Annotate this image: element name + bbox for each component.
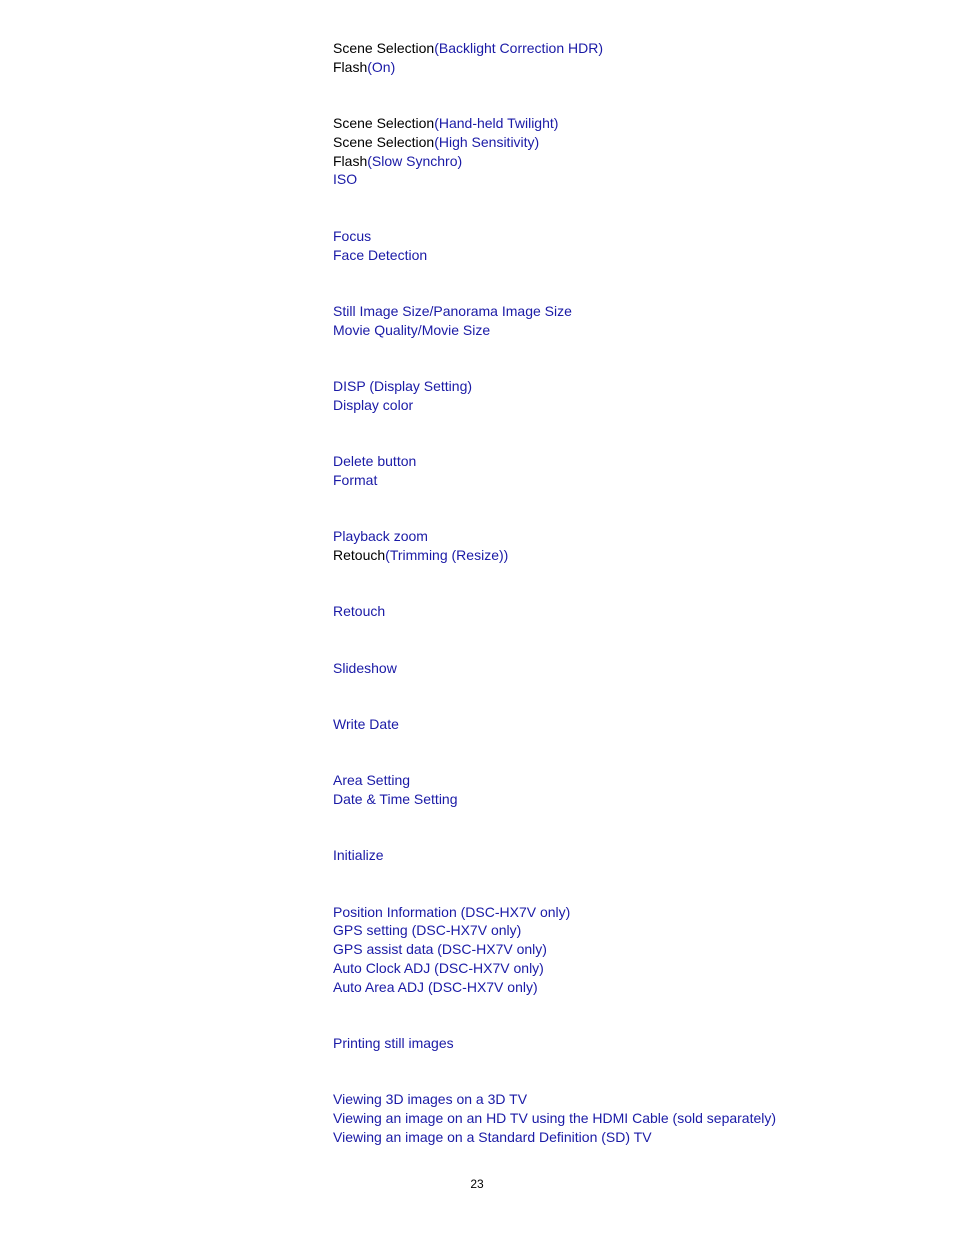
list-item (333, 246, 933, 265)
link-group (333, 846, 933, 865)
link-group (333, 602, 933, 621)
link-group (333, 1034, 933, 1053)
list-item (333, 978, 933, 997)
topic-link[interactable]: Playback zoom (333, 528, 428, 545)
list-item (333, 227, 933, 246)
item-prefix-text: Retouch (333, 546, 386, 563)
topic-link[interactable]: Position Information (DSC-HX7V only) (333, 903, 571, 920)
page-number: 23 (470, 1177, 484, 1191)
topic-link[interactable]: Format (333, 471, 378, 488)
list-item (333, 771, 933, 790)
list-item (333, 1128, 933, 1147)
topic-link[interactable]: Initialize (333, 847, 384, 864)
list-item (333, 396, 933, 415)
topic-link[interactable]: ISO (333, 171, 358, 188)
item-prefix-text: Scene Selection (333, 40, 435, 56)
list-item (333, 659, 933, 678)
topic-link[interactable]: Face Detection (333, 246, 428, 263)
list-item (333, 940, 933, 959)
list-item (333, 321, 933, 340)
link-group (333, 1090, 933, 1146)
topic-link[interactable]: (Slow Synchro) (367, 152, 463, 169)
item-prefix-text: Flash (333, 152, 368, 169)
topic-link[interactable]: (High Sensitivity) (434, 133, 540, 150)
topic-link[interactable]: DISP (Display Setting) (333, 377, 473, 394)
link-group (333, 903, 933, 997)
list-item (333, 790, 933, 809)
topic-link[interactable]: (Trimming (Resize)) (385, 546, 509, 563)
topic-link[interactable]: (On) (367, 58, 396, 75)
link-group (333, 39, 933, 77)
topic-link[interactable]: Printing still images (333, 1035, 454, 1052)
link-list (333, 39, 933, 1184)
list-item (333, 959, 933, 978)
link-group (333, 527, 933, 565)
topic-link[interactable]: GPS assist data (DSC-HX7V only) (333, 941, 547, 958)
topic-link[interactable]: Auto Area ADJ (DSC-HX7V only) (333, 978, 538, 995)
topic-link[interactable]: Slideshow (333, 659, 397, 676)
list-item (333, 170, 933, 189)
topic-link[interactable]: Auto Clock ADJ (DSC-HX7V only) (333, 959, 544, 976)
list-item (333, 715, 933, 734)
topic-link[interactable]: Focus (333, 227, 372, 244)
topic-link[interactable]: Display color (333, 396, 414, 413)
topic-link[interactable]: GPS setting (DSC-HX7V only) (333, 922, 522, 939)
topic-link[interactable]: Viewing an image on a Standard Definition (SD) TV (333, 1128, 652, 1145)
topic-link[interactable]: Area Setting (333, 772, 411, 789)
link-group (333, 659, 933, 678)
list-item (333, 602, 933, 621)
list-item (333, 114, 933, 133)
link-group (333, 715, 933, 734)
list-item (333, 1090, 933, 1109)
list-item (333, 471, 933, 490)
topic-link[interactable]: (Hand-held Twilight) (434, 115, 559, 132)
list-item (333, 921, 933, 940)
link-group (333, 227, 933, 265)
topic-link[interactable]: Write Date (333, 715, 399, 732)
topic-link[interactable]: (Backlight Correction HDR) (434, 40, 604, 56)
item-prefix-text: Scene Selection (333, 133, 435, 150)
link-group (333, 771, 933, 809)
link-group (333, 114, 933, 189)
list-item (333, 903, 933, 922)
list-item (333, 846, 933, 865)
list-item (333, 452, 933, 471)
topic-link[interactable]: Movie Quality/Movie Size (333, 321, 491, 338)
topic-link[interactable]: Viewing 3D images on a 3D TV (333, 1091, 528, 1108)
list-item (333, 39, 933, 58)
list-item (333, 133, 933, 152)
list-item (333, 377, 933, 396)
list-item (333, 152, 933, 171)
topic-link[interactable]: Still Image Size/Panorama Image Size (333, 302, 572, 319)
list-item (333, 58, 933, 77)
topic-link[interactable]: Retouch (333, 603, 386, 620)
topic-link[interactable]: Date & Time Setting (333, 790, 458, 807)
list-item (333, 546, 933, 565)
list-item (333, 1109, 933, 1128)
topic-link[interactable]: Delete button (333, 453, 417, 470)
link-group (333, 302, 933, 340)
list-item (333, 527, 933, 546)
topic-link[interactable]: Viewing an image on an HD TV using the HDMI Cable (sold separately) (333, 1110, 777, 1127)
list-item (333, 302, 933, 321)
item-prefix-text: Flash (333, 58, 368, 75)
item-prefix-text: Scene Selection (333, 115, 435, 132)
link-group (333, 452, 933, 490)
link-group (333, 377, 933, 415)
list-item (333, 1034, 933, 1053)
